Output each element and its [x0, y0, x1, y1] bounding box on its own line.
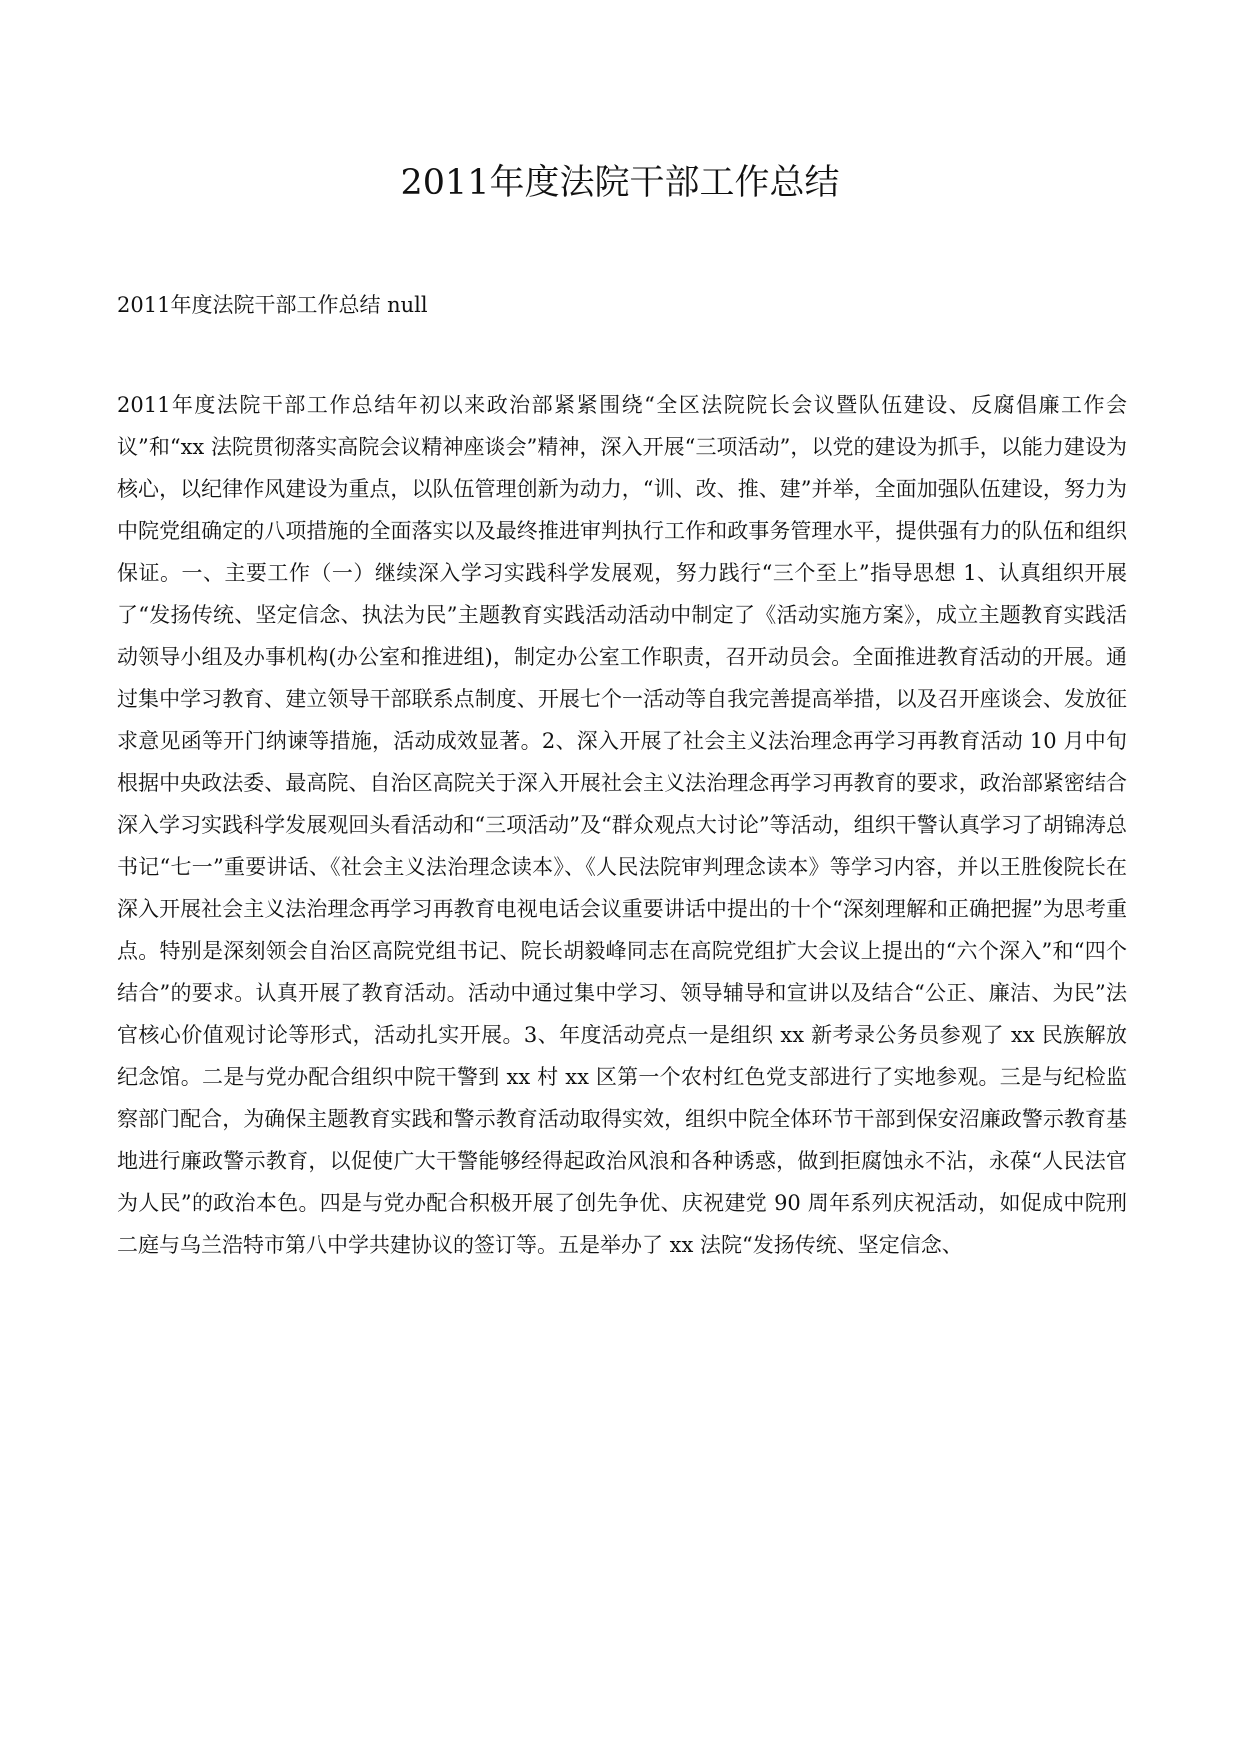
document-title: 2011年度法院干部工作总结	[400, 163, 840, 203]
document-body-paragraph: 2011年度法院干部工作总结年初以来政治部紧紧围绕“全区法院院长会议暨队伍建设、反腐倡廉工作会议”和“xx 法院贯彻落实高院会议精神座谈会”精神，深入开展“三项活动”，以党的建设为抓手，以能力建设为核心，以纪律作风建设为重点，以队伍管理创新为动力，“训、改、推、建”并举，全面加强队伍建设，努力为中院党组确定的八项措施的全面落实以及最终推进审判执行工作和政事务管理水平，提供强有力的队伍和组织保证。一、主要工作（一）继续深入学习实践科学发展观，努力践行“三个至上”指导思想 1、认真组织开展了“发扬传统、坚定信念、执法为民”主题教育实践活动活动中制定了《活动实施方案》，成立主题教育实践活动领导小组及办事机构(办公室和推进组)，制定办公室工作职责，召开动员会。全面推进教育活动的开展。通过集中学习教育、建立领导干部联系点制度、开展七个一活动等自我完善提高举措，以及召开座谈会、发放征求意见函等开门纳谏等措施，活动成效显著。2、深入开展了社会主义法治理念再学习再教育活动 10 月中旬根据中央政法委、最高院、自治区高院关于深入开展社会主义法治理念再学习再教育的要求，政治部紧密结合深入学习实践科学发展观回头看活动和“三项活动”及“群众观点大讨论”等活动，组织干警认真学习了胡锦涛总书记“七一”重要讲话、《社会主义法治理念读本》、《人民法院审判理念读本》等学习内容，并以王胜俊院长在深入开展社会主义法治理念再学习再教育电视电话会议重要讲话中提出的十个“深刻理解和正确把握”为思考重点。特别是深刻领会自治区高院党组书记、院长胡毅峰同志在高院党组扩大会议上提出的“六个深入”和“四个结合”的要求。认真开展了教育活动。活动中通过集中学习、领导辅导和宣讲以及结合“公正、廉洁、为民”法官核心价值观讨论等形式，活动扎实开展。3、年度活动亮点一是组织 xx 新考录公务员参观了 xx 民族解放纪念馆。二是与党办配合组织中院干警到 xx 村 xx 区第一个农村红色党支部进行了实地参观。三是与纪检监察部门配合，为确保主题教育实践和警示教育活动取得实效，组织中院全体环节干部到保安沼廉政警示教育基地进行廉政警示教育，以促使广大干警能够经得起政治风浪和各种诱惑，做到拒腐蚀永不沾，永葆“人民法官为人民”的政治本色。四是与党办配合积极开展了创先争优、庆祝建党 90 周年系列庆祝活动，如促成中院刑二庭与乌兰浩特市第八中学共建协议的签订等。五是举办了 xx 法院“发扬传统、坚定信念、	[117, 393, 1127, 1257]
document-subtitle: 2011年度法院干部工作总结 null	[117, 293, 428, 317]
